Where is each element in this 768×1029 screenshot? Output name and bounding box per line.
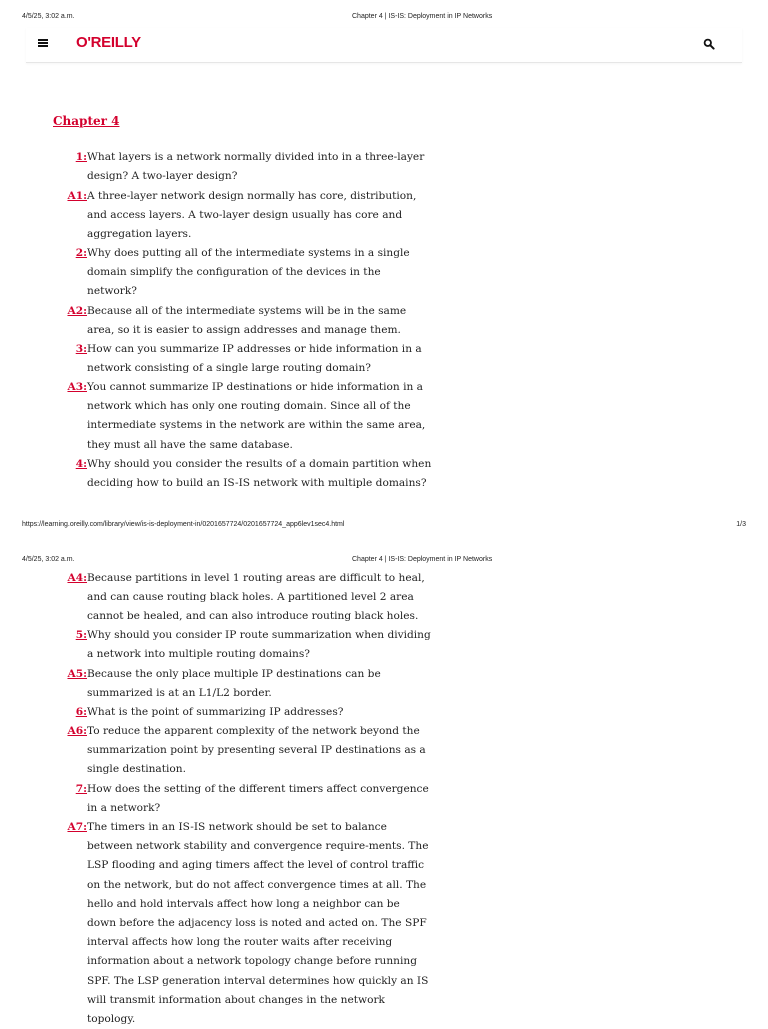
question-item	[75, 244, 432, 302]
answer-label-link[interactable]: A4:	[67, 572, 87, 584]
question-label-link[interactable]: 1:	[75, 151, 87, 163]
answer-text: Because the only place multiple IP destinations can be summarized is at an L1/L2 border.	[87, 668, 381, 700]
print-header-page-2	[0, 556, 768, 568]
hamburger-menu-icon[interactable]	[38, 39, 48, 47]
question-text: What is the point of summarizing IP addresses?	[87, 706, 344, 718]
question-item	[75, 780, 432, 818]
answer-item	[67, 722, 432, 780]
magnifier-icon[interactable]	[703, 38, 715, 50]
question-text: What layers is a network normally divided into in a three-layer design? A two-layer design?	[87, 151, 425, 183]
print-doc-title: Chapter 4 | IS-IS: Deployment in IP Networks	[352, 13, 493, 20]
question-text: Why should you consider IP route summarization when dividing a network into multiple routing domains?	[87, 629, 431, 661]
answer-item	[67, 569, 432, 627]
question-text: How can you summarize IP addresses or hide information in a network consisting of a single large routing domain?	[87, 343, 422, 375]
question-label-link[interactable]: 2:	[75, 247, 87, 259]
answer-text: The timers in an IS-IS network should be set to balance between network stability and convergence require-ments. The LSP flooding and aging timers affect the level of control traffic on the network, but do not affect convergence times at all. The hello and hold intervals affect how long a neighbor can be down before the adjacency loss is noted and acted on. The SPF interval affects how long the router waits after receiving information about a network topology change before running SPF. The LSP generation interval determines how quickly an IS will transmit information about changes in the network topology.	[87, 821, 429, 1026]
question-item	[75, 340, 432, 378]
question-label-link[interactable]: 3:	[75, 343, 87, 355]
answer-label-link[interactable]: A5:	[67, 668, 87, 680]
question-item	[75, 455, 432, 493]
answer-item	[67, 302, 432, 340]
oreilly-logo[interactable]: O'REILLY	[76, 34, 141, 51]
question-text: Why should you consider the results of a domain partition when deciding how to build an IS-IS network with multiple domains?	[87, 458, 432, 490]
answer-label-link[interactable]: A6:	[67, 725, 87, 737]
site-header	[26, 28, 742, 63]
answer-text: Because partitions in level 1 routing areas are difficult to heal, and can cause routing black holes. A partitioned level 2 area cannot be healed, and can also introduce routing black holes.	[87, 572, 425, 623]
print-timestamp: 4/5/25, 3:02 a.m.	[22, 556, 75, 563]
question-item	[75, 703, 432, 722]
answer-item	[67, 378, 432, 455]
answer-text: Because all of the intermediate systems will be in the same area, so it is easier to assign addresses and manage them.	[87, 305, 407, 337]
question-label-link[interactable]: 5:	[75, 629, 87, 641]
question-label-link[interactable]: 4:	[75, 458, 87, 470]
answer-text: To reduce the apparent complexity of the network beyond the summarization point by presenting several IP destinations as a single destination.	[87, 725, 426, 776]
question-item	[75, 148, 432, 186]
answer-item	[67, 187, 432, 245]
answer-label-link[interactable]: A3:	[67, 381, 87, 393]
print-timestamp: 4/5/25, 3:02 a.m.	[22, 13, 75, 20]
answer-item	[67, 818, 432, 1029]
print-page-number: 1/3	[736, 521, 746, 528]
chapter-link[interactable]: Chapter 4	[53, 114, 120, 128]
question-label-link[interactable]: 7:	[75, 783, 87, 795]
print-header-page-1	[0, 13, 768, 25]
question-text: How does the setting of the different timers affect convergence in a network?	[87, 783, 429, 815]
print-url: https://learning.oreilly.com/library/view/is-is-deployment-in/0201657724/0201657724_app6lev1sec4.html	[22, 521, 345, 528]
answer-text: You cannot summarize IP destinations or hide information in a network which has only one routing domain. Since all of the intermediate systems in the network are within the same area, they must all have the same database.	[87, 381, 426, 451]
answer-item	[67, 665, 432, 703]
answer-text: A three-layer network design normally has core, distribution, and access layers. A two-layer design usually has core and aggregation layers.	[87, 190, 417, 241]
answer-label-link[interactable]: A7:	[67, 821, 87, 833]
question-item	[75, 626, 432, 664]
question-text: Why does putting all of the intermediate systems in a single domain simplify the configuration of the devices in the network?	[87, 247, 410, 298]
answer-label-link[interactable]: A1:	[67, 190, 87, 202]
print-footer-page-1	[0, 521, 768, 533]
question-label-link[interactable]: 6:	[75, 706, 87, 718]
answer-label-link[interactable]: A2:	[67, 305, 87, 317]
print-doc-title: Chapter 4 | IS-IS: Deployment in IP Networks	[352, 556, 493, 563]
